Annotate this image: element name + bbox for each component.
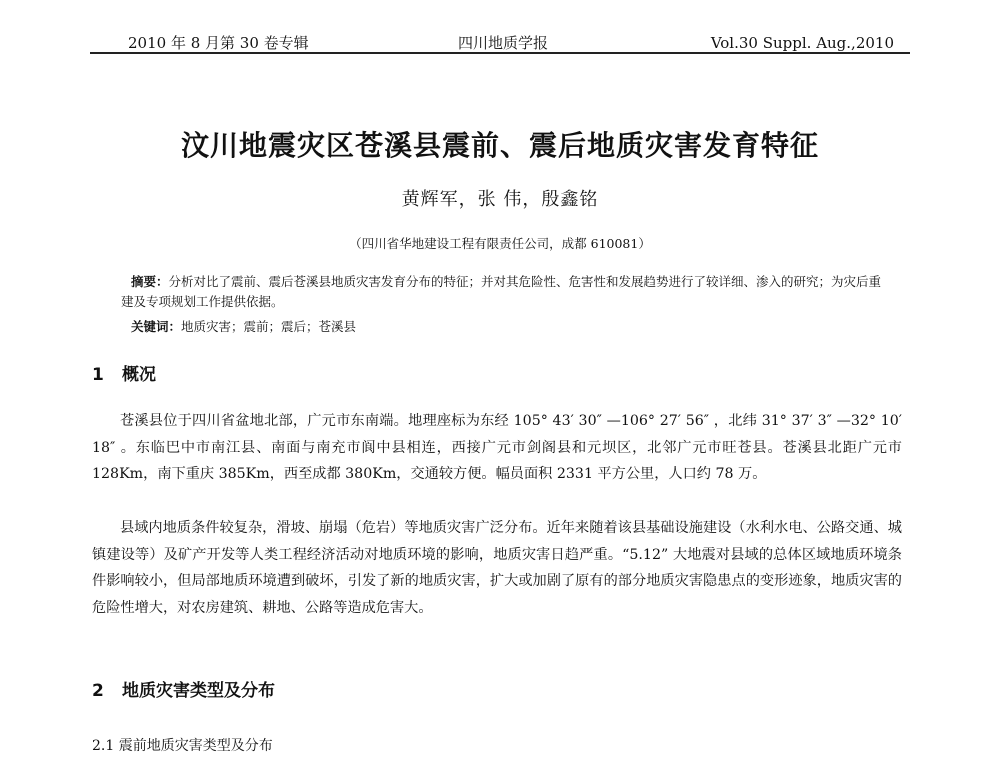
abstract: [121, 272, 891, 312]
section-heading-2: [92, 680, 275, 702]
section-title: 概况: [122, 365, 156, 385]
body-paragraph-1: 苍溪县位于四川省盆地北部，广元市东南端。地理座标为东经 105° 43′ 30″ —106° 27′ 56″ ，北纬 31° 37′ 3″ —32° 10′ 18″ 。东临巴中市南江县、南面与南充市阆中县相连，西接广元市剑阁县和元坝区，北邻广元市旺苍县。苍溪县北距广元市 128Km，南下重庆 385Km，西至成都 380Km，交通较方便。幅员面积 2331 平方公里，人口约 78 万。: [92, 413, 902, 482]
paper-affiliation: （四川省华地建设工程有限责任公司，成都 610081）: [349, 236, 651, 251]
body-paragraph-2: 县域内地质条件较复杂，滑坡、崩塌（危岩）等地质灾害广泛分布。近年来随着该县基础设施建设（水利水电、公路交通、城镇建设等）及矿产开发等人类工程经济活动对地质环境的影响，地质灾害日趋严重。“5.12” 大地震对县域的总体区域地质环境条件影响较小，但局部地质环境遭到破坏，引发了新的地质灾害，扩大或加剧了原有的部分地质灾害隐患点的变形迹象，地质灾害的危险性增大，对农房建筑、耕地、公路等造成危害大。: [92, 520, 902, 616]
section-title: 地质灾害类型及分布: [122, 681, 275, 701]
keywords-text: 地质灾害；震前；震后；苍溪县: [181, 319, 357, 334]
header-issue: 2010 年 8 月第 30 卷专辑: [128, 34, 309, 52]
section-number: 1: [92, 365, 104, 385]
abstract-label: 摘要：: [131, 274, 169, 289]
running-header: [90, 14, 910, 54]
abstract-text: 分析对比了震前、震后苍溪县地质灾害发育分布的特征；并对其危险性、危害性和发展趋势进行了较详细、渗入的研究；为灾后重建及专项规划工作提供依据。: [121, 274, 882, 309]
keywords: [131, 317, 891, 337]
header-volume: Vol.30 Suppl. Aug.,2010: [710, 34, 894, 52]
section-heading-1: [92, 364, 156, 386]
header-journal: 四川地质学报: [458, 34, 549, 52]
paper-title: 汶川地震灾区苍溪县震前、震后地质灾害发育特征: [180, 129, 819, 162]
subsection-heading: 2.1 震前地质灾害类型及分布: [92, 738, 273, 754]
paper-authors: 黄辉军，张 伟，殷鑫铭: [401, 189, 599, 210]
keywords-label: 关键词：: [131, 319, 182, 334]
section-number: 2: [92, 681, 104, 701]
